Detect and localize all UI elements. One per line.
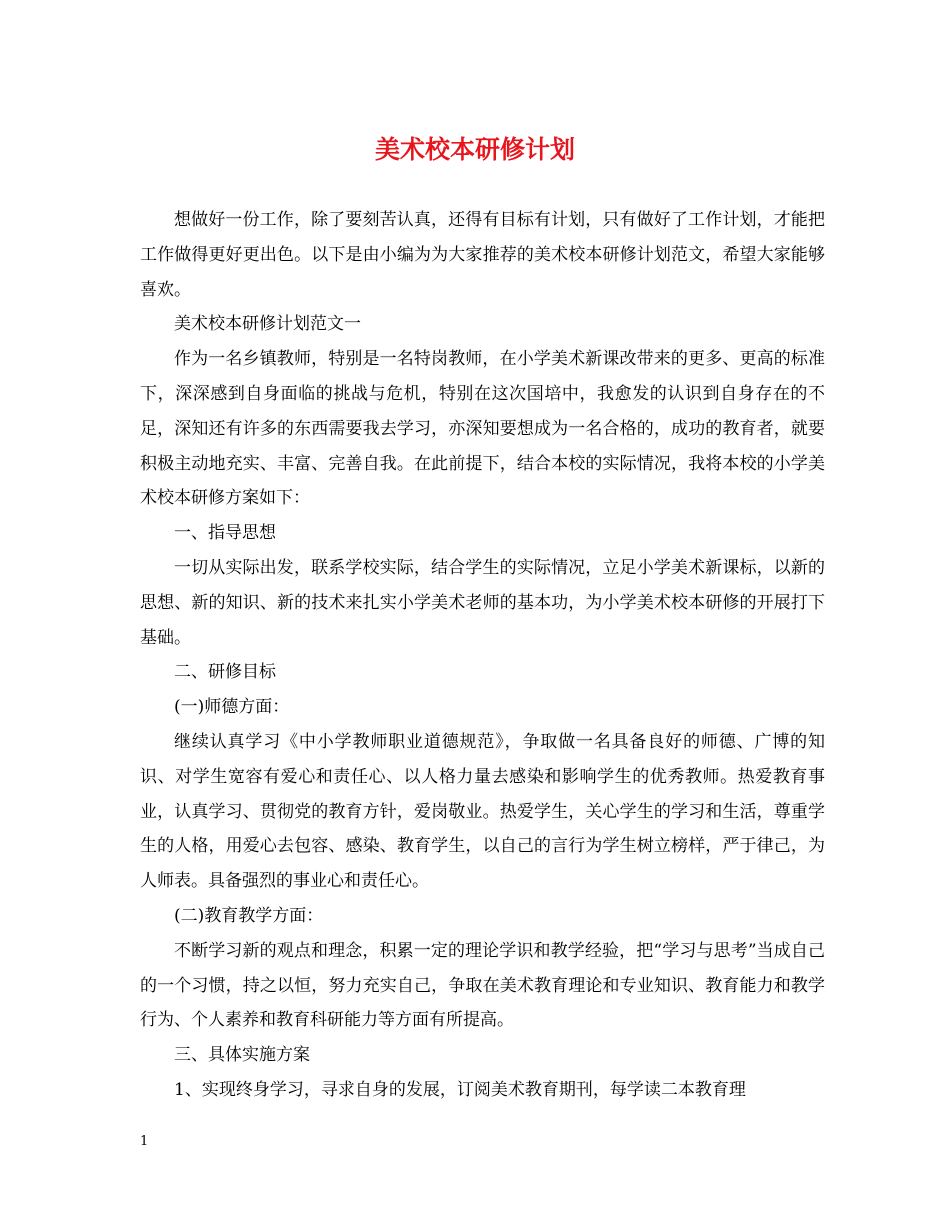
section-heading: 三、具体实施方案 xyxy=(174,1045,310,1066)
subsection-heading: (二)教育教学方面： xyxy=(174,905,324,926)
section-heading: 二、研修目标 xyxy=(174,662,276,683)
paragraph: 不断学习新的观点和理念，积累一定的理论学识和教学经验，把“学习与思考”当成自己的一个习惯，持之以恒，努力充实自己，争取在美术教育理论和专业知识、教育能力和教学行为、个人素养和教育科研能力等方面有所提高。 xyxy=(140,940,825,1031)
document-body xyxy=(140,203,825,1108)
subsection-heading: (一)师德方面： xyxy=(174,697,290,718)
paragraph: 一切从实际出发，联系学校实际，结合学生的实际情况，立足小学美术新课标，以新的思想、新的知识、新的技术来扎实小学美术老师的基本功，为小学美术校本研修的开展打下基础。 xyxy=(140,557,825,648)
paragraph: 1、实现终身学习，寻求自身的发展，订阅美术教育期刊，每学读二本教育理 xyxy=(174,1079,746,1100)
paragraph: 想做好一份工作，除了要刻苦认真，还得有目标有计划，只有做好了工作计划，才能把工作做得更好更出色。以下是由小编为为大家推荐的美术校本研修计划范文，希望大家能够喜欢。 xyxy=(140,210,825,300)
paragraph: 继续认真学习《中小学教师职业道德规范》，争取做一名具备良好的师德、广博的知识、对学生宽容有爱心和责任心、以人格力量去感染和影响学生的优秀教师。热爱教育事业，认真学习、贯彻党的教育方针，爱岗敬业。热爱学生，关心学生的学习和生活，尊重学生的人格，用爱心去包容、感染、教育学生，以自己的言行为学生树立榜样，严于律己，为人师表。具备强烈的事业心和责任心。 xyxy=(140,731,825,892)
document-title: 美术校本研修计划 xyxy=(374,135,575,164)
page-number: 1 xyxy=(140,1134,149,1149)
paragraph: 作为一名乡镇教师，特别是一名特岗教师，在小学美术新课改带来的更多、更高的标准下，深深感到自身面临的挑战与危机，特别在这次国培中，我愈发的认识到自身存在的不足，深知还有许多的东西需要我去学习，亦深知要想成为一名合格的，成功的教育者，就要积极主动地充实、丰富、完善自我。在此前提下，结合本校的实际情况，我将本校的小学美术校本研修方案如下： xyxy=(140,349,825,509)
section-heading: 一、指导思想 xyxy=(174,523,276,544)
section-heading: 美术校本研修计划范文一 xyxy=(174,314,361,335)
